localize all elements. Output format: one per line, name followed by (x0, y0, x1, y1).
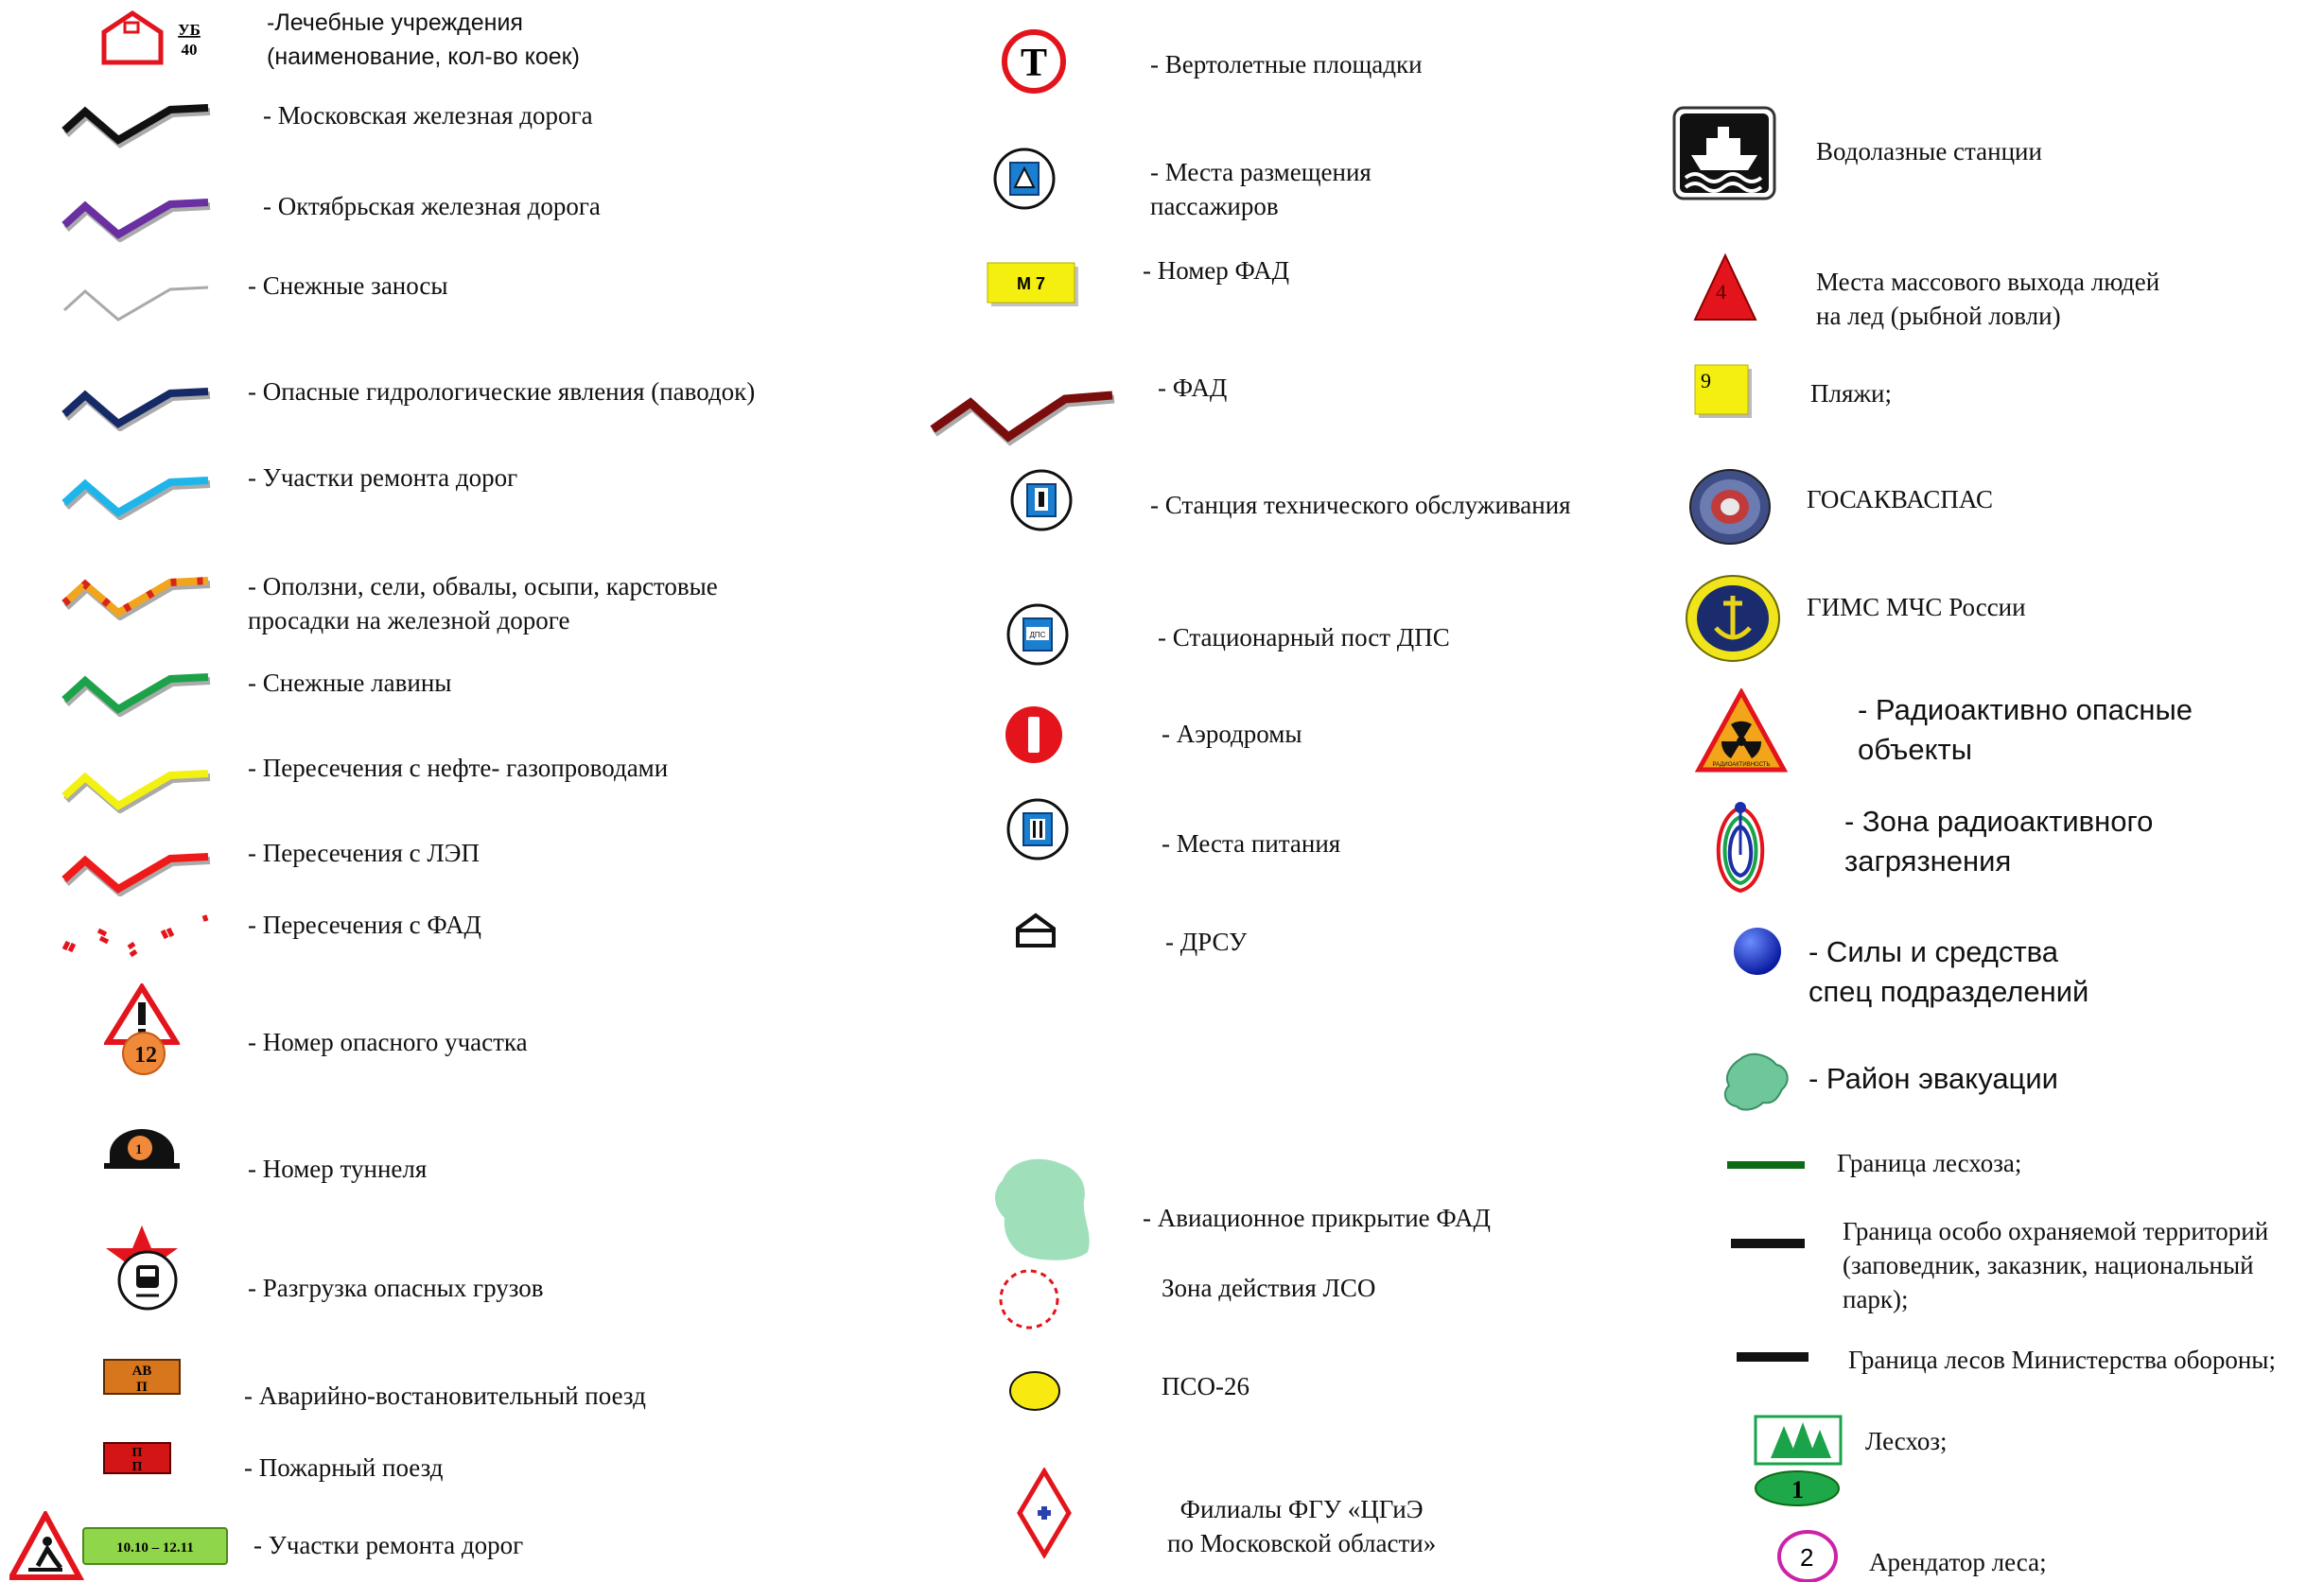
fad-crossing-icon (57, 910, 218, 966)
evacuation-area-label: - Район эвакуации (1809, 1062, 2058, 1095)
helipad-icon (1001, 28, 1067, 95)
road-works-dates: 10.10 – 12.11 (116, 1540, 194, 1556)
evacuation-area-icon (1720, 1048, 1795, 1116)
fad-crossing-label: - Пересечения с ФАД (248, 911, 481, 939)
special-forces-icon (1731, 925, 1784, 978)
cgie-branch-icon (1016, 1468, 1073, 1558)
forestry-border-line (1727, 1161, 1805, 1169)
hospital-label: -Лечебные учреждения (наименование, кол-во коек) (267, 9, 580, 70)
moscow-railway-label: - Московская железная дорога (263, 101, 593, 130)
radioactive-object-label: - Радиоактивно опасные объекты (1858, 693, 2193, 766)
food-place-icon (1005, 796, 1071, 862)
radioactive-zone-label: - Зона радиоактивного загрязнения (1844, 805, 2154, 878)
pipeline-label: - Пересечения с нефте- газопроводами (248, 754, 669, 782)
forestry-number: 1 (1791, 1476, 1804, 1504)
hospital-icon (98, 9, 221, 68)
gosakvaspas-emblem-icon (1687, 467, 1773, 547)
forestry-icon (1752, 1413, 1846, 1511)
forest-tenant-icon (1774, 1526, 1841, 1582)
tunnel-number: 1 (135, 1142, 143, 1157)
landslide-label: - Оползни, сели, обвалы, осыпи, карстовые просадки на железной дороге (248, 572, 718, 635)
pso-label: ПСО-26 (1162, 1372, 1249, 1400)
danger-section-icon (104, 983, 180, 1078)
service-station-label: - Станция технического обслуживания (1150, 491, 1571, 519)
protected-border-line (1731, 1239, 1805, 1248)
airfield-icon (1003, 704, 1065, 766)
hazmat-label: - Разгрузка опасных грузов (248, 1274, 544, 1302)
hospital-beds: 40 (181, 41, 198, 59)
forest-tenant-number: 2 (1800, 1543, 1814, 1572)
diving-station-icon (1670, 104, 1778, 202)
ice-exit-icon (1691, 252, 1759, 323)
avalanche-label: - Снежные лавины (248, 669, 452, 697)
fad-number-label: - Номер ФАД (1143, 256, 1290, 285)
lodging-icon (991, 146, 1057, 212)
ice-exit-number: 4 (1716, 280, 1726, 304)
lso-zone-icon (995, 1265, 1063, 1333)
fire-train-icon (102, 1441, 172, 1475)
diving-station-label: Водолазные станции (1816, 137, 2042, 165)
snow-drift-line-icon (57, 270, 218, 327)
hazmat-unloading-icon (95, 1220, 189, 1314)
road-works-icon (9, 1511, 236, 1582)
october-railway-label: - Октябрьская железная дорога (263, 192, 601, 220)
beach-label: Пляжи; (1810, 379, 1892, 408)
protected-border-label: Граница особо охраняемой территорий (заповедник, заказник, национальный парк); (1843, 1217, 2269, 1313)
fad-number-code: М 7 (1016, 274, 1046, 293)
recovery-train-code1: АВ (131, 1364, 152, 1379)
danger-section-label: - Номер опасного участка (248, 1028, 528, 1056)
avalanche-line-icon (57, 660, 218, 717)
food-place-label: - Места питания (1162, 829, 1341, 858)
hospital-code: УБ (178, 21, 201, 39)
tunnel-label: - Номер туннеля (248, 1155, 428, 1183)
ice-exit-label: Места массового выхода людей на лед (рыбной ловли) (1816, 268, 2160, 330)
snow-drift-label: - Снежные заносы (248, 271, 448, 300)
beach-icon (1693, 363, 1756, 422)
flood-label: - Опасные гидрологические явления (паводок) (248, 377, 756, 406)
fad-number-icon (986, 259, 1084, 312)
recovery-train-code2: П (136, 1380, 148, 1395)
gosakvaspas-label: ГОСАКВАСПАС (1807, 485, 1994, 513)
october-railway-line-icon (57, 185, 218, 242)
airfield-label: - Аэродромы (1162, 720, 1302, 748)
pso-icon (1006, 1367, 1063, 1415)
radioactive-sign-text: РАДИОАКТИВНОСТЬ (1712, 762, 1771, 768)
forestry-label: Лесхоз; (1865, 1427, 1948, 1455)
beach-number: 9 (1701, 369, 1711, 392)
dps-post-code: ДПС (1029, 631, 1046, 639)
moscow-railway-line-icon (57, 95, 218, 151)
tunnel-icon (102, 1125, 182, 1173)
service-station-icon (1008, 467, 1075, 533)
road-repair-label: - Участки ремонта дорог (248, 463, 518, 492)
recovery-train-icon (102, 1358, 182, 1396)
dps-post-label: - Стационарный пост ДПС (1158, 623, 1450, 652)
dps-post-icon (1005, 601, 1071, 668)
fad-label: - ФАД (1158, 374, 1228, 402)
mod-border-line (1737, 1352, 1809, 1362)
mod-border-label: Граница лесов Министерства обороны; (1848, 1346, 2276, 1374)
forest-tenant-label: Арендатор леса; (1869, 1548, 2047, 1576)
fire-train-code1: П (131, 1446, 143, 1460)
cgie-branch-label: Филиалы ФГУ «ЦГиЭ по Московской области» (1167, 1495, 1437, 1557)
gims-emblem-icon (1684, 573, 1782, 664)
road-repair-line-icon (57, 463, 218, 520)
drsu-label: - ДРСУ (1165, 928, 1248, 956)
power-line-line-icon (57, 840, 218, 896)
power-line-label: - Пересечения с ЛЭП (248, 839, 481, 867)
recovery-train-label: - Аварийно-востановительный поезд (244, 1382, 646, 1410)
landslide-line-icon (57, 564, 218, 620)
special-forces-label: - Силы и средства спец подразделений (1809, 935, 2089, 1008)
pipeline-line-icon (57, 756, 218, 813)
helipad-label: - Вертолетные площадки (1150, 50, 1423, 78)
radioactive-zone-icon (1703, 798, 1778, 896)
lso-zone-label: Зона действия ЛСО (1162, 1274, 1376, 1302)
aviation-cover-area-icon (984, 1152, 1097, 1265)
flood-line-icon (57, 374, 218, 431)
road-works-label: - Участки ремонта дорог (253, 1531, 524, 1559)
fire-train-label: - Пожарный поезд (244, 1453, 444, 1482)
radioactive-object-icon (1695, 688, 1788, 774)
fire-train-code2: П (131, 1460, 143, 1474)
danger-section-number: 12 (134, 1043, 157, 1068)
drsu-icon (1014, 912, 1057, 949)
helipad-glyph: Т (1020, 42, 1048, 85)
aviation-cover-label: - Авиационное прикрытие ФАД (1143, 1204, 1491, 1232)
fad-line-icon (927, 374, 1116, 450)
forestry-border-label: Граница лесхоза; (1837, 1149, 2022, 1177)
lodging-label: - Места размещения пассажиров (1150, 158, 1372, 220)
gims-label: ГИМС МЧС России (1807, 593, 2026, 621)
